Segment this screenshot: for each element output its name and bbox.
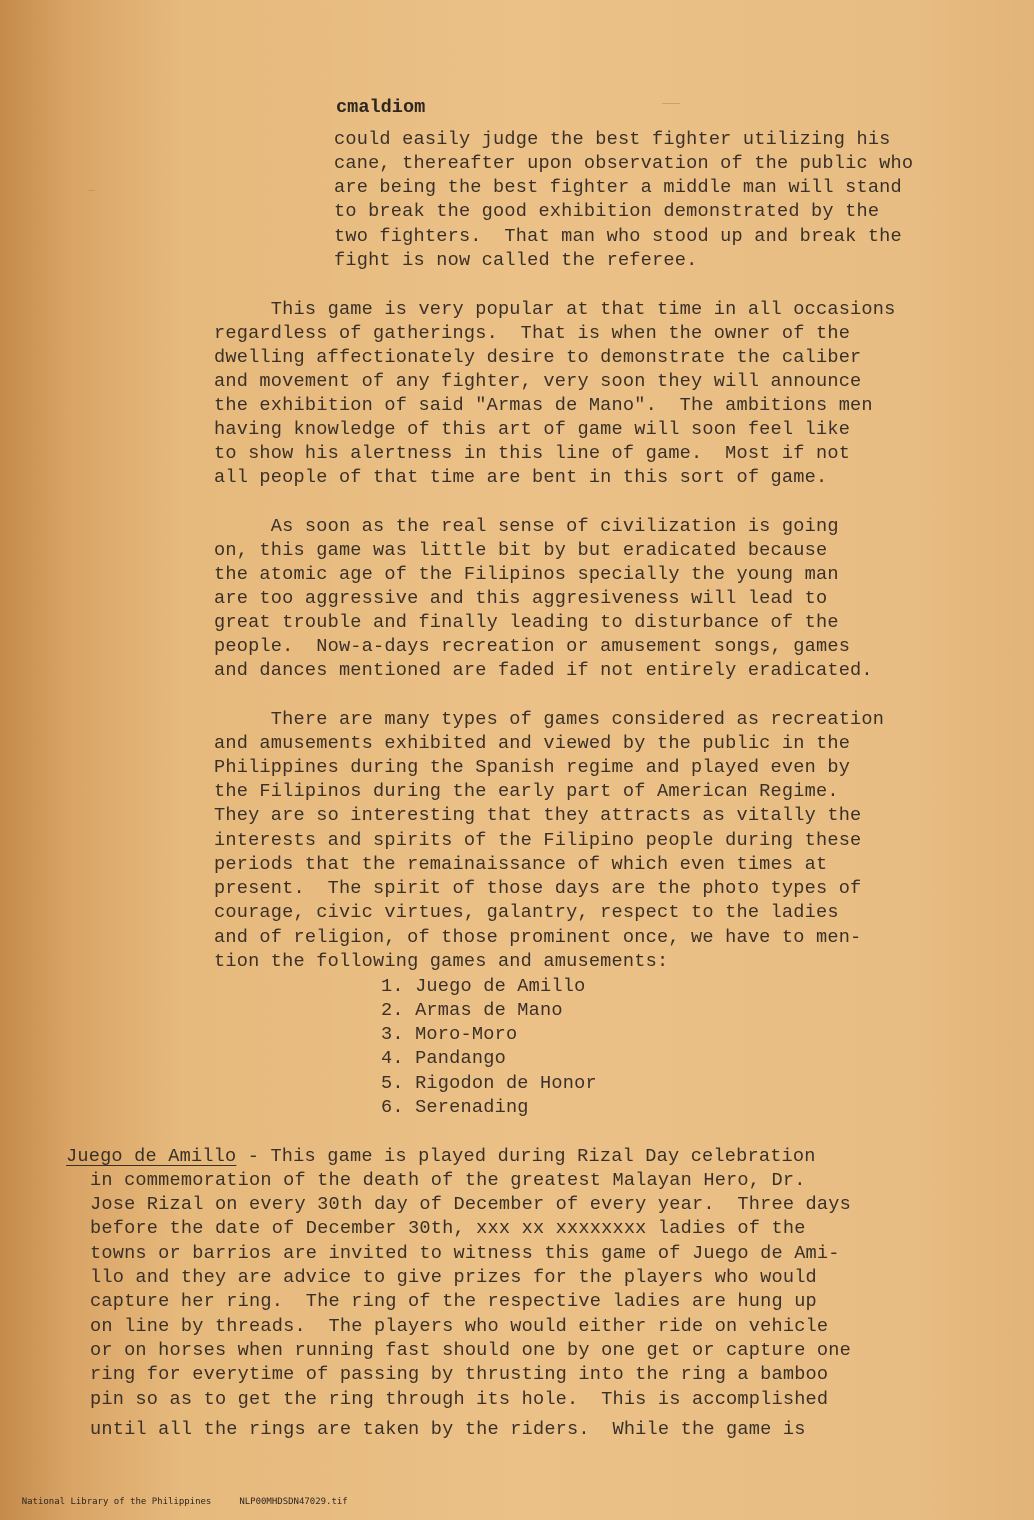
para3-line: on, this game was little bit by but eradicated because [214, 540, 828, 561]
para2-line: dwelling affectionately desire to demonstrate the caliber [214, 347, 862, 368]
para4-line: courage, civic virtues, galantry, respect to the ladies [214, 902, 839, 923]
section-body-line: ring for everytime of passing by thrusting into the ring a bamboo [90, 1364, 829, 1385]
section-body-line: in commemoration of the death of the greatest Malayan Hero, Dr. [90, 1170, 806, 1191]
games-list-item: 5. Rigodon de Honor [381, 1073, 597, 1094]
para4-line: present. The spirit of those days are the photo types of [214, 878, 862, 899]
para3-line: great trouble and finally leading to disturbance of the [214, 612, 839, 633]
para3-line: are too aggressive and this aggresiveness will lead to [214, 588, 828, 609]
para3-line: the atomic age of the Filipinos specially the young man [214, 564, 839, 585]
para4-line: interests and spirits of the Filipino people during these [214, 830, 862, 851]
para2-line: having knowledge of this art of game will soon feel like [214, 419, 851, 440]
para4-line: the Filipinos during the early part of American Regime. [214, 781, 839, 802]
para1-line: are being the best fighter a middle man will stand [334, 177, 902, 198]
para1-line: to break the good exhibition demonstrated by the [334, 201, 880, 222]
section-first-line-text: - This game is played during Rizal Day celebration [236, 1146, 816, 1167]
scan-speck [662, 103, 680, 104]
para1-line: two fighters. That man who stood up and break the [334, 226, 902, 247]
para4-line: and amusements exhibited and viewed by the public in the [214, 733, 851, 754]
section-body-line: on line by threads. The players who would either ride on vehicle [90, 1316, 829, 1337]
para2-line: This game is very popular at that time in all occasions [214, 299, 896, 320]
games-list-item: 3. Moro-Moro [381, 1024, 518, 1045]
para3-line: and dances mentioned are faded if not entirely eradicated. [214, 660, 873, 681]
para2-line: the exhibition of said "Armas de Mano". The ambitions men [214, 395, 873, 416]
para4-line: tion the following games and amusements: [214, 951, 669, 972]
para3-line: people. Now-a-days recreation or amusement songs, games [214, 636, 851, 657]
para4-line: Philippines during the Spanish regime and played even by [214, 757, 851, 778]
para2-line: and movement of any fighter, very soon they will announce [214, 371, 862, 392]
library-name: National Library of the Philippines [21, 1497, 212, 1507]
continuation-word: cmaldiom [336, 97, 426, 118]
para4-line: They are so interesting that they attracts as vitally the [214, 805, 862, 826]
section-body-line: or on horses when running fast should one by one get or capture one [90, 1340, 851, 1361]
para4-line: There are many types of games considered as recreation [214, 709, 885, 730]
section-body-line: before the date of December 30th, xxx xx xxxxxxxx ladies of the [90, 1218, 806, 1239]
section-body-line: pin so as to get the ring through its hole. This is accomplished [90, 1389, 829, 1410]
para2-line: all people of that time are bent in this sort of game. [214, 467, 828, 488]
games-list-item: 1. Juego de Amillo [381, 976, 586, 997]
section-body-line: until all the rings are taken by the riders. While the game is [90, 1419, 806, 1440]
para2-line: to show his alertness in this line of game. Most if not [214, 443, 851, 464]
section-body-line: capture her ring. The ring of the respective ladies are hung up [90, 1291, 817, 1312]
scan-speck [88, 190, 95, 191]
para1-line: cane, thereafter upon observation of the public who [334, 153, 914, 174]
games-list-item: 4. Pandango [381, 1048, 506, 1069]
file-id: NLP00MHDSDN47029.tif [239, 1497, 348, 1507]
section-body-line: Jose Rizal on every 30th day of December of every year. Three days [90, 1194, 851, 1215]
section-first-line [66, 1145, 816, 1169]
para4-line: periods that the remainaissance of which even times at [214, 854, 828, 875]
para4-line: and of religion, of those prominent once, we have to men- [214, 927, 862, 948]
scan-footer [0, 1484, 376, 1520]
section-body-line: towns or barrios are invited to witness this game of Juego de Ami- [90, 1243, 840, 1264]
section-body-line: llo and they are advice to give prizes for the players who would [90, 1267, 817, 1288]
section-heading: Juego de Amillo [66, 1146, 237, 1167]
games-list-item: 2. Armas de Mano [381, 1000, 563, 1021]
para2-line: regardless of gatherings. That is when the owner of the [214, 323, 851, 344]
para1-line: fight is now called the referee. [334, 250, 698, 271]
para3-line: As soon as the real sense of civilization is going [214, 516, 839, 537]
para1-line: could easily judge the best fighter utilizing his [334, 129, 891, 150]
games-list-item: 6. Serenading [381, 1097, 529, 1118]
